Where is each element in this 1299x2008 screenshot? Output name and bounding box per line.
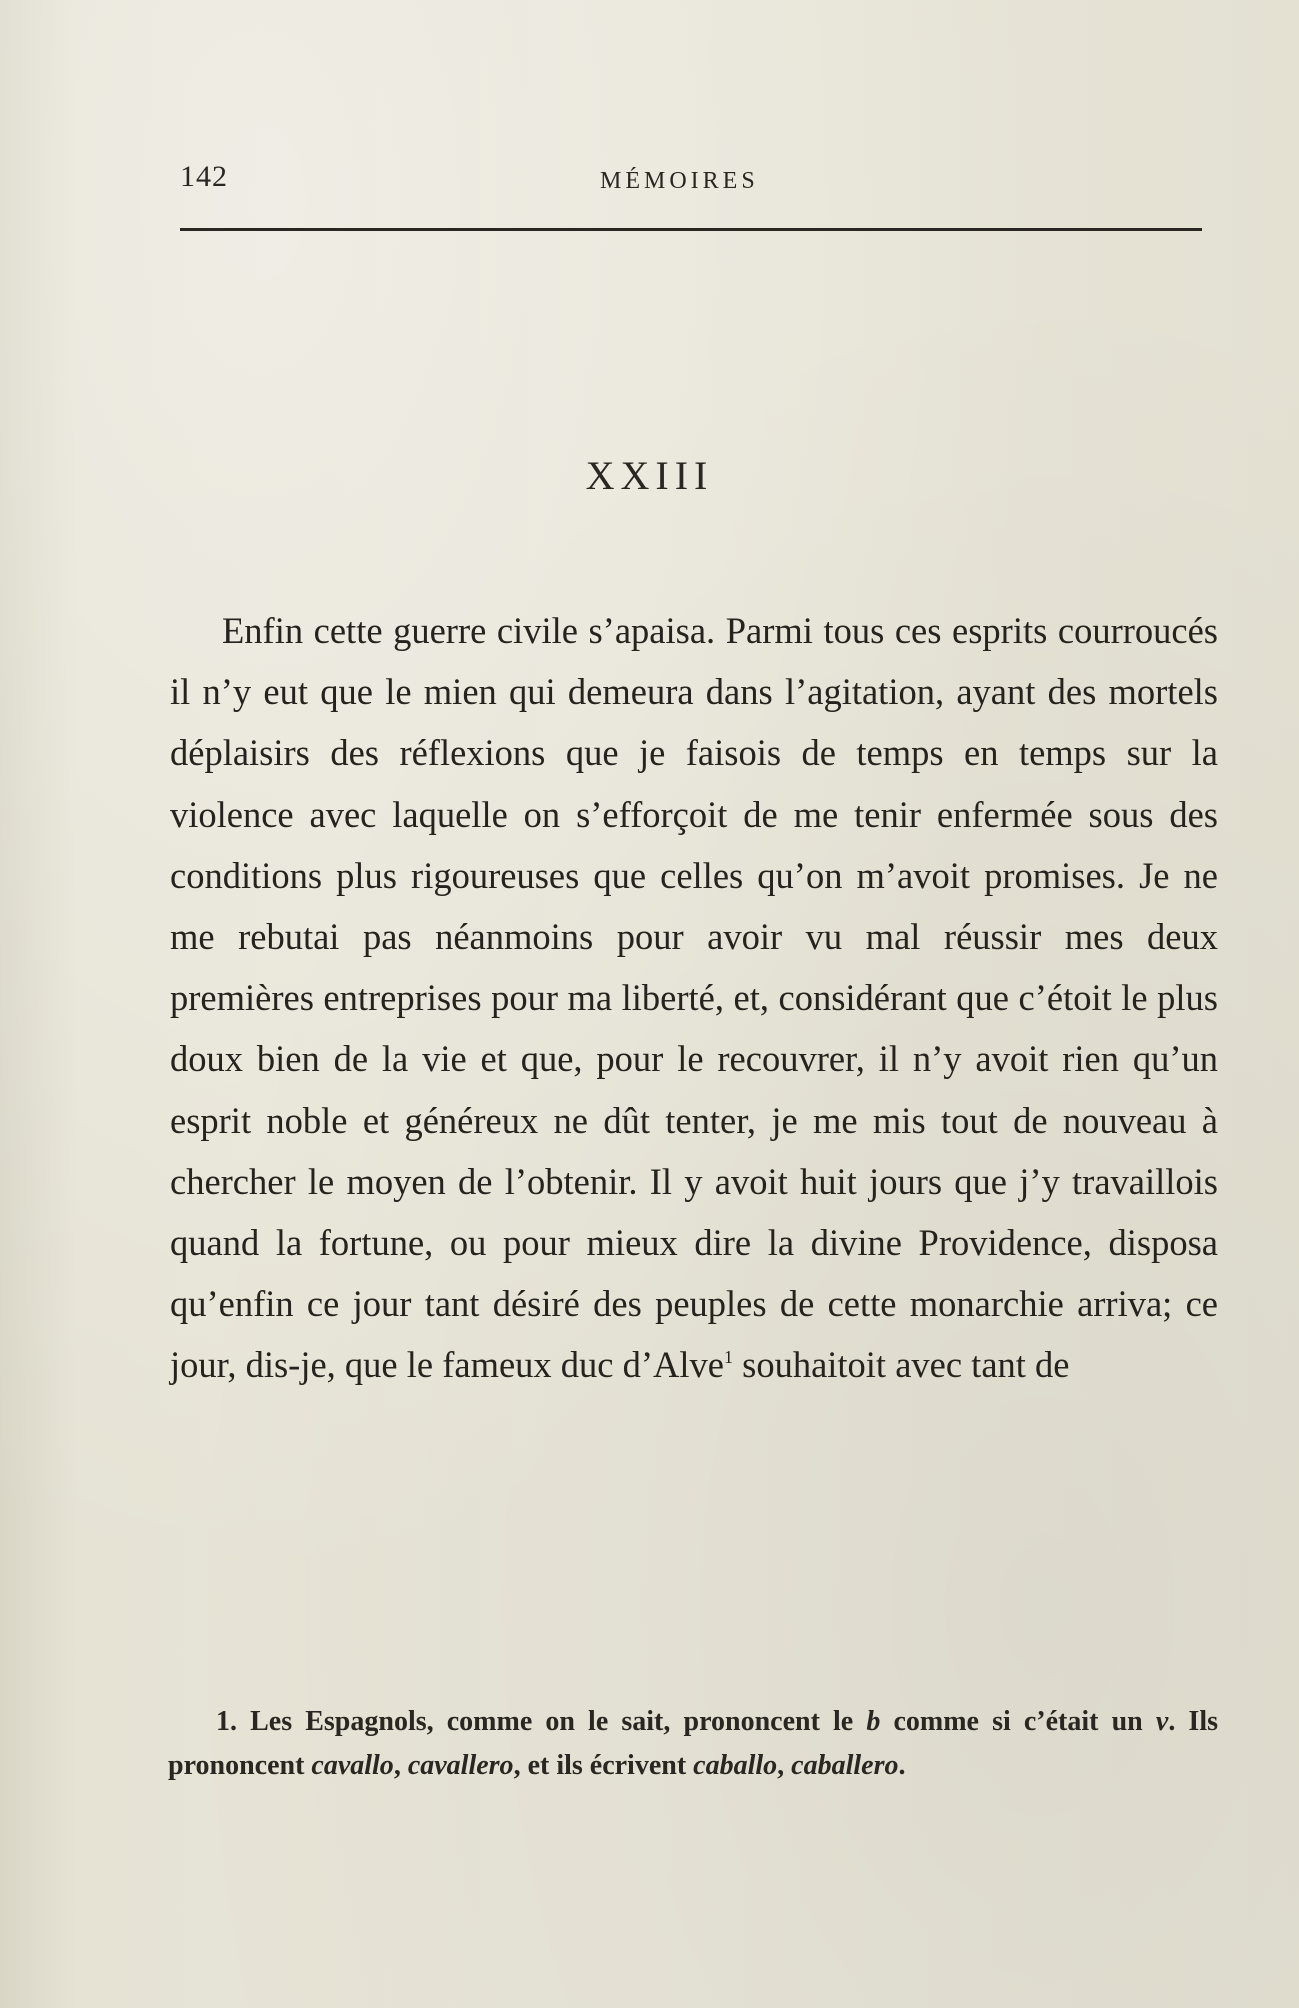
footnote-text-2: comme si c’était un	[880, 1706, 1156, 1737]
footnote-letter-b: b	[866, 1706, 881, 1737]
header-rule	[180, 228, 1202, 231]
running-head-title: MÉMOIRES	[600, 168, 759, 194]
body-text-part2: souhaitoit avec tant de	[732, 1344, 1070, 1386]
running-head	[180, 160, 1220, 200]
page-number: 142	[180, 160, 228, 193]
chapter-number: XXIII	[585, 453, 714, 498]
footnote-number: 1.	[216, 1706, 237, 1737]
footnote-sep-1: ,	[393, 1750, 408, 1781]
footnote-end: .	[898, 1750, 906, 1781]
body-paragraph	[170, 600, 1218, 1396]
footnote-word-cavallero: cavallero	[407, 1750, 514, 1781]
footnote-sep-2: ,	[777, 1750, 792, 1781]
footnote-text-1: Les Espagnols, comme on le sait, prononcent le	[237, 1706, 867, 1737]
footnote-marker: 1	[723, 1347, 733, 1368]
footnote	[168, 1700, 1218, 1788]
footnote-text-3: . Ils prononcent	[168, 1706, 1219, 1781]
footnote-letter-v: v	[1155, 1706, 1169, 1737]
footnote-word-cavallo: cavallo	[311, 1750, 394, 1781]
footnote-text-4: , et ils écrivent	[513, 1750, 694, 1781]
footnote-word-caballo: caballo	[693, 1750, 778, 1781]
footnote-word-caballero: caballero	[791, 1750, 899, 1781]
body-text-part1: Enfin cette guerre civile s’apaisa. Parmi tous ces esprits courroucés il n’y eut que le mien qui demeura dans l’agitation, ayant des mortels déplaisirs des réflexions que je faisois de temps en temps sur la violence avec laquelle on s’efforçoit de me tenir enfermée sous des conditions plus rigoureuses que celles qu’on m’avoit promises. Je ne me rebutai pas néanmoins pour avoir vu mal réussir mes deux premières entreprises pour ma liberté, et, considérant que c’étoit le plus doux bien de la vie et que, pour le recouvrer, il n’y avoit rien qu’un esprit noble et généreux ne dût tenter, je me mis tout de nouveau à chercher le moyen de l’obtenir. Il y avoit huit jours que j’y travaillois quand la fortune, ou pour mieux dire la divine Providence, disposa qu’enfin ce jour tant désiré des peuples de cette monarchie arriva; ce jour, dis-je, que le fameux duc d’Alve	[170, 610, 1218, 1386]
